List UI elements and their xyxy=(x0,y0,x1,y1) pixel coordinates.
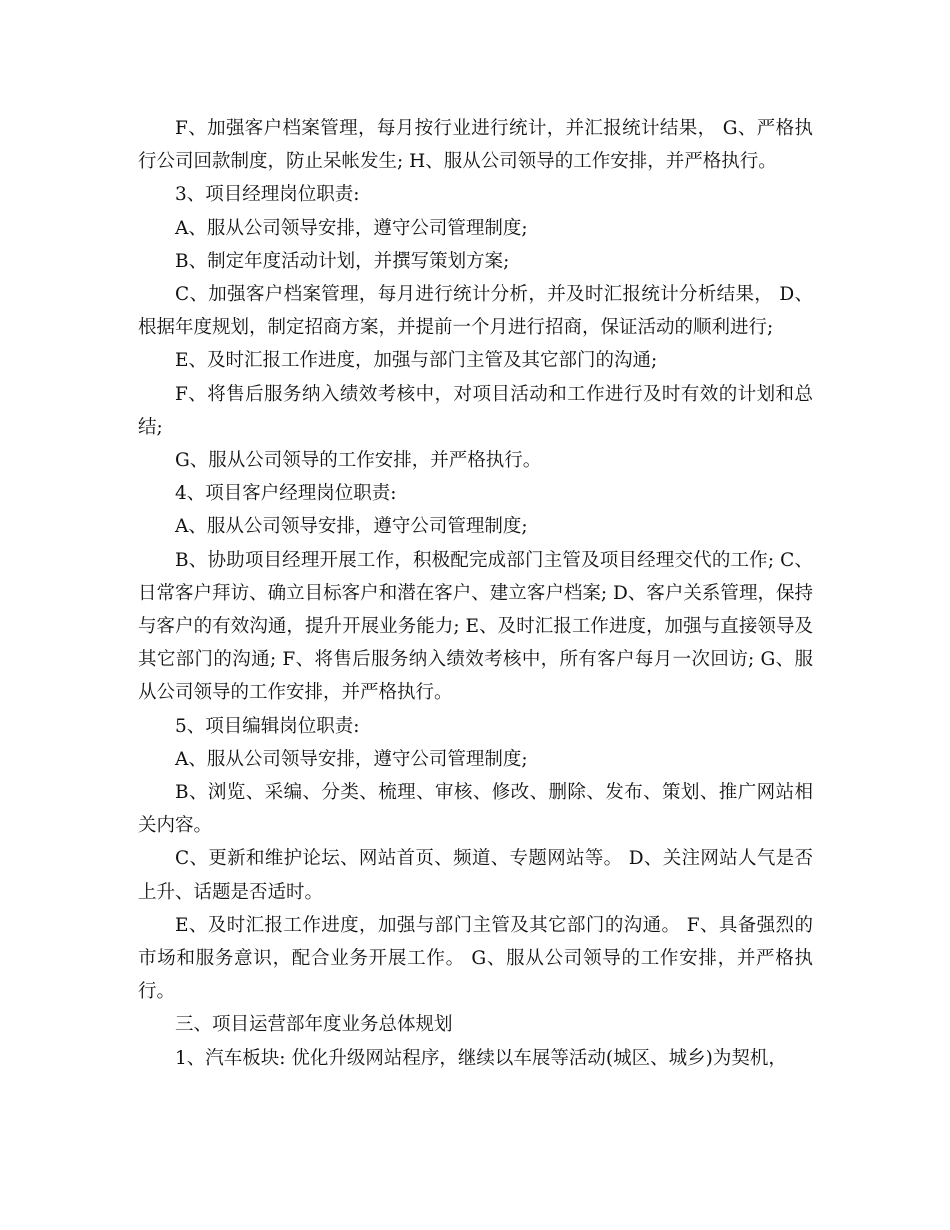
paragraph: A、服从公司领导安排，遵守公司管理制度; xyxy=(175,516,528,538)
paragraph: B、制定年度活动计划，并撰写策划方案; xyxy=(175,250,510,272)
paragraph: G、服从公司领导的工作安排，并严格执行。 xyxy=(175,450,542,472)
paragraph: F、加强客户档案管理，每月按行业进行统计，并汇报统计结果， G、严格执行公司回款制度，防止呆帐发生; H、服从公司领导的工作安排，并严格执行。 xyxy=(138,118,813,173)
paragraph: A、服从公司领导安排，遵守公司管理制度; xyxy=(175,217,528,239)
section-heading: 3、项目经理岗位职责: xyxy=(175,184,360,206)
paragraph: C、加强客户档案管理，每月进行统计分析，并及时汇报统计分析结果， D、根据年度规划，制定招商方案，并提前一个月进行招商，保证活动的顺利进行; xyxy=(138,284,813,339)
section-heading: 三、项目运营部年度业务总体规划 xyxy=(175,1014,453,1036)
paragraph: B、浏览、采编、分类、梳理、审核、修改、删除、发布、策划、推广网站相关内容。 xyxy=(138,782,813,837)
paragraph: 1、汽车板块: 优化升级网站程序，继续以车展等活动(城区、城乡)为契机， xyxy=(175,1047,787,1069)
paragraph: F、将售后服务纳入绩效考核中，对项目活动和工作进行及时有效的计划和总结; xyxy=(138,383,813,438)
paragraph: C、更新和维护论坛、网站首页、频道、专题网站等。 D、关注网站人气是否上升、话题是否适时。 xyxy=(138,848,813,903)
section-heading: 4、项目客户经理岗位职责: xyxy=(175,483,397,505)
paragraph: E、及时汇报工作进度，加强与部门主管及其它部门的沟通。 F、具备强烈的市场和服务意识，配合业务开展工作。 G、服从公司领导的工作安排，并严格执行。 xyxy=(138,914,813,1003)
paragraph: A、服从公司领导安排，遵守公司管理制度; xyxy=(175,748,528,770)
section-heading: 5、项目编辑岗位职责: xyxy=(175,715,360,737)
paragraph: B、协助项目经理开展工作，积极配完成部门主管及项目经理交代的工作; C、日常客户拜访、确立目标客户和潜在客户、建立客户档案; D、客户关系管理，保持与客户的有效沟通，提升开展业务能力; E、及时汇报工作进度，加强与直接领导及其它部门的沟通; F、将售后服务纳入绩效考核中，所有客户每月一次回访; G、服从公司领导的工作安排，并严格执行。 xyxy=(138,549,813,704)
paragraph: E、及时汇报工作进度，加强与部门主管及其它部门的沟通; xyxy=(175,350,658,372)
body-text xyxy=(138,112,813,1075)
